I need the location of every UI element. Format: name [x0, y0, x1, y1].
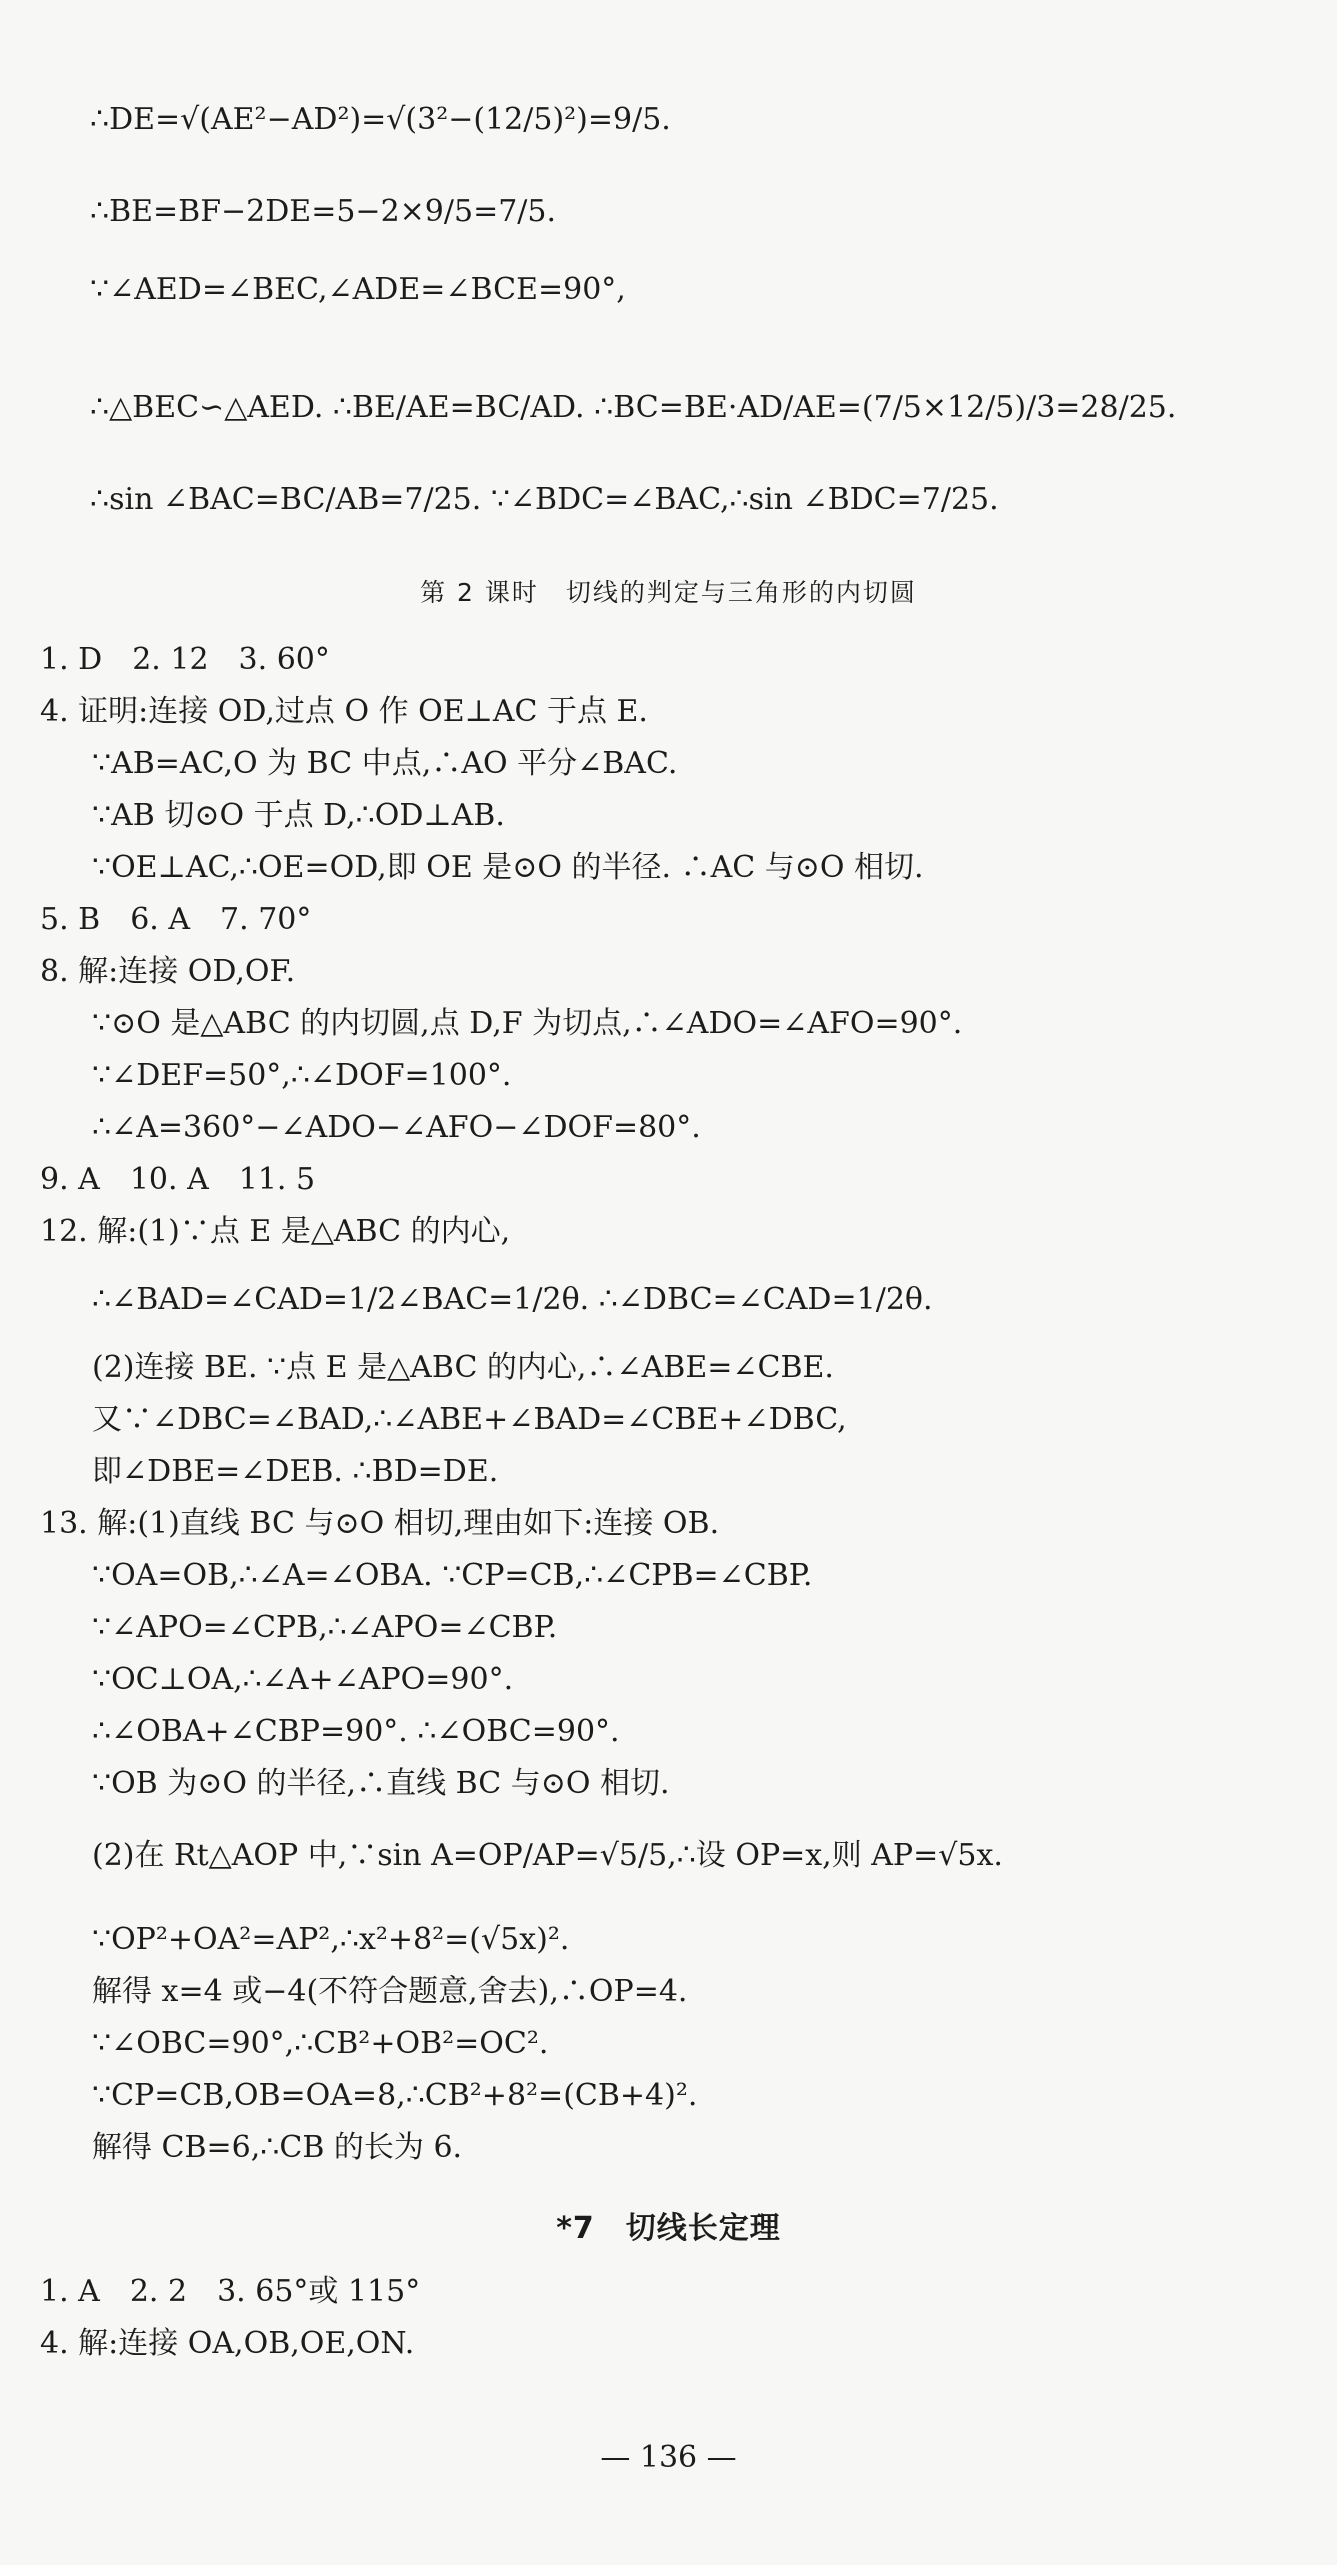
solution-line: ∴∠BAD=∠CAD=1/2∠BAC=1/2θ. ∴∠DBC=∠CAD=1/2θ.	[92, 1282, 933, 1317]
answer-line: 5. B 6. A 7. 70°	[40, 902, 312, 937]
solution-line: ∵OE⊥AC,∴OE=OD,即 OE 是⊙O 的半径. ∴AC 与⊙O 相切.	[92, 850, 924, 885]
solution-line: ∴BE=BF−2DE=5−2×9/5=7/5.	[90, 194, 557, 229]
solution-line: ∴sin ∠BAC=BC/AB=7/25. ∵∠BDC=∠BAC,∴sin ∠BDC=7/25.	[90, 482, 999, 517]
solution-line: 解得 x=4 或−4(不符合题意,舍去),∴OP=4.	[92, 1974, 688, 2009]
solution-line: ∵OC⊥OA,∴∠A+∠APO=90°.	[92, 1662, 514, 1697]
answer-line: 13. 解:(1)直线 BC 与⊙O 相切,理由如下:连接 OB.	[40, 1506, 720, 1541]
answer-line: 8. 解:连接 OD,OF.	[40, 954, 296, 989]
section-heading: *7 切线长定理	[556, 2211, 781, 2246]
answer-line: 12. 解:(1)∵点 E 是△ABC 的内心,	[40, 1214, 511, 1249]
page-number: — 136 —	[600, 2440, 737, 2475]
solution-line: 解得 CB=6,∴CB 的长为 6.	[92, 2130, 463, 2165]
answer-line: 1. A 2. 2 3. 65°或 115°	[40, 2274, 421, 2309]
lesson-heading: 第 2 课时 切线的判定与三角形的内切圆	[420, 578, 917, 607]
solution-line: ∵OA=OB,∴∠A=∠OBA. ∵CP=CB,∴∠CPB=∠CBP.	[92, 1558, 813, 1593]
solution-line: ∵AB 切⊙O 于点 D,∴OD⊥AB.	[92, 798, 505, 833]
solution-line: ∵∠DEF=50°,∴∠DOF=100°.	[92, 1058, 512, 1093]
solution-line: ∴△BEC∽△AED. ∴BE/AE=BC/AD. ∴BC=BE·AD/AE=(7/5×12/5)/3=28/25.	[90, 390, 1177, 425]
answer-line: 9. A 10. A 11. 5	[40, 1162, 316, 1197]
solution-line: ∵∠AED=∠BEC,∠ADE=∠BCE=90°,	[90, 272, 626, 307]
solution-line: ∵OP²+OA²=AP²,∴x²+8²=(√5x)².	[92, 1922, 570, 1957]
solution-line: ∴∠OBA+∠CBP=90°. ∴∠OBC=90°.	[92, 1714, 620, 1749]
solution-line: ∴∠A=360°−∠ADO−∠AFO−∠DOF=80°.	[92, 1110, 701, 1145]
solution-line: (2)连接 BE. ∵点 E 是△ABC 的内心,∴∠ABE=∠CBE.	[92, 1350, 834, 1385]
answer-line: 4. 解:连接 OA,OB,OE,ON.	[40, 2326, 415, 2361]
answer-line: 4. 证明:连接 OD,过点 O 作 OE⊥AC 于点 E.	[40, 694, 648, 729]
solution-line: ∵⊙O 是△ABC 的内切圆,点 D,F 为切点,∴∠ADO=∠AFO=90°.	[92, 1006, 963, 1041]
solution-line: ∵∠OBC=90°,∴CB²+OB²=OC².	[92, 2026, 549, 2061]
solution-line: ∴DE=√(AE²−AD²)=√(3²−(12/5)²)=9/5.	[90, 102, 671, 137]
solution-line: 又∵∠DBC=∠BAD,∴∠ABE+∠BAD=∠CBE+∠DBC,	[92, 1402, 847, 1437]
answer-line: 1. D 2. 12 3. 60°	[40, 642, 330, 677]
solution-line: ∵∠APO=∠CPB,∴∠APO=∠CBP.	[92, 1610, 558, 1645]
solution-line: (2)在 Rt△AOP 中,∵sin A=OP/AP=√5/5,∴设 OP=x,则 AP=√5x.	[92, 1838, 1003, 1873]
solution-line: 即∠DBE=∠DEB. ∴BD=DE.	[92, 1454, 499, 1489]
solution-line: ∵OB 为⊙O 的半径,∴直线 BC 与⊙O 相切.	[92, 1766, 670, 1801]
solution-line: ∵CP=CB,OB=OA=8,∴CB²+8²=(CB+4)².	[92, 2078, 698, 2113]
solution-line: ∵AB=AC,O 为 BC 中点,∴AO 平分∠BAC.	[92, 746, 678, 781]
